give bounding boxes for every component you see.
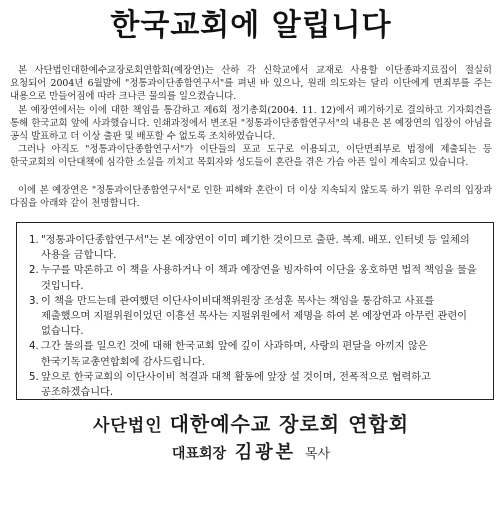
representative-line (10, 441, 492, 467)
resolution-number: 1. (29, 235, 39, 247)
resolution-item (29, 339, 485, 369)
resolution-item (29, 233, 485, 263)
representative-name: 김광본 (234, 442, 297, 464)
intro-paragraph: 그러나 아직도 "정통과이단종합연구서"가 이단들의 포교 도구로 이용되고, 이단면죄부로 법정에 제출되는 등 한국교회의 이단대책에 심각한 소실을 끼치고 목회자와 성도들이 혼란을 겪은 가슴 아픈 일이 계속되고 있습니다. (10, 144, 492, 169)
signature-block (10, 412, 492, 467)
resolutions-list (29, 233, 485, 400)
intro-body (10, 64, 492, 170)
resolution-item (29, 294, 485, 340)
representative-title: 대표회장 (171, 446, 227, 463)
closing-paragraph: 이에 본 예장연은 "정통과이단종합연구서"로 인한 피해와 혼란이 더 이상 지속되지 않도록 하기 위한 우리의 입장과 다짐을 아래와 같이 천명합니다. (10, 184, 492, 209)
intro-paragraph: 본 사단법인대한예수교장로회연합회(예장연)는 산하 각 신학교에서 교재로 사용할 이단종파지료집이 절실히 요청되어 2004년 6월발에 "정통과이단종합연구서"를 펴낸 바 있으나, 원래 의도와는 달리 이단에게 면죄부를 주는 내용으로 만들어짐에 따라 크나큰 물의를 일으켰습니다. (10, 65, 492, 103)
resolution-item (29, 263, 485, 293)
resolution-text: 앞으로 한국교회의 이단사이비 척결과 대책 활동에 앞장 설 것이며, 전폭적으로 협력하고 공조하겠습니다. (41, 371, 431, 399)
notice-title: 한국교회에 알립니다 (110, 8, 392, 43)
resolutions-box (16, 222, 494, 400)
intro-paragraph: 본 예장연에서는 이에 대한 책임을 통감하고 제6회 정기총회(2004. 11. 12)에서 폐기하기로 결의하고 기자회견을 통해 한국교회 앞에 사과했습니다. 인쇄과정에서 변조된 "정통과이단종합연구서"의 내용은 본 예장연의 입장이 아님을 공식 발표하고 더 이상 출판 및 배포할 수 없도록 조치하였습니다. (10, 104, 492, 143)
resolution-number: 4. (29, 341, 39, 353)
organization-line (10, 412, 492, 438)
representative-suffix: 목사 (304, 447, 331, 463)
resolution-number: 2. (29, 265, 39, 277)
resolution-text: "정통과이단종합연구서"는 본 예장연이 이미 폐기한 것이므로 출판. 복제. 배포. 인터넷 등 일체의 사용을 금합니다. (41, 235, 470, 262)
resolution-text: 누구를 막론하고 이 책을 사용하거나 이 책과 예장연을 빙자하여 이단을 옹호하면 법적 책임을 물을 것입니다. (41, 265, 477, 292)
resolution-text: 그간 물의를 일으킨 것에 대해 한국교회 앞에 깊이 사과하며, 사랑의 편달을 아끼지 않은 한국기독교총연합회에 감사드립니다. (41, 341, 428, 368)
organization-prefix: 사단법인 (92, 416, 163, 437)
resolution-number: 5. (29, 371, 39, 383)
resolution-text: 이 책을 만드는데 관여했던 이단사이비대책위원장 조성훈 목사는 책임을 통감하고 사표를 제출했으며 지펄위원이었던 이흥선 목사는 지펄위원에서 제명을 하여 본 예장연과 아무런 관련이 없습니다. (41, 295, 468, 338)
organization-name: 대한예수교 장로회 연합회 (169, 412, 410, 437)
resolution-item (29, 370, 485, 400)
resolution-number: 3. (29, 295, 39, 307)
